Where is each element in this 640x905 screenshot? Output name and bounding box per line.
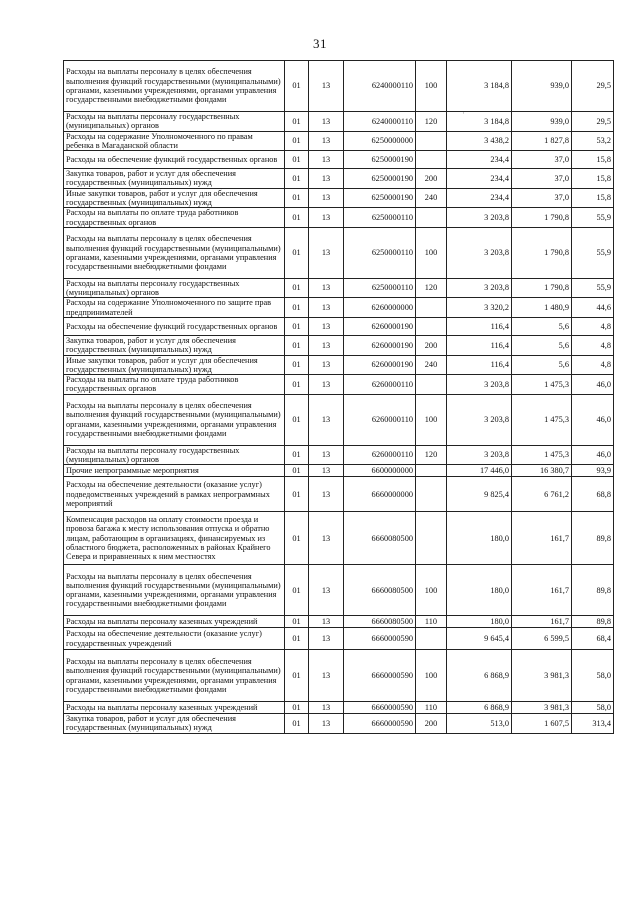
table-row [64,465,614,477]
row-name: Расходы на выплаты по оплате труда работников государственных органов [64,375,285,395]
row-name: Расходы на выплаты персоналу государственных (муниципальных) органов [64,278,285,298]
row-plan-amount: 3 438,2 [447,131,512,151]
table-row [64,317,614,335]
row-name: Расходы на выплаты персоналу в целях обеспечения выполнения функций государственными (муниципальными) органами, казенными учреждениями, органами управления государственными внебюджетными фондами [64,565,285,616]
row-plan-amount: 3 203,8 [447,394,512,445]
row-section: 01 [285,650,309,702]
row-expense-type: 200 [416,714,447,734]
row-target-code: 6260000110 [344,445,416,465]
table-row [64,445,614,465]
row-section: 01 [285,465,309,477]
table-row [64,616,614,628]
row-target-code: 6250000000 [344,131,416,151]
row-name: Расходы на обеспечение деятельности (оказание услуг) подведомственных учреждений в рамках непрограммных мероприятий [64,477,285,512]
row-section: 01 [285,227,309,278]
row-subsection: 13 [309,61,344,112]
row-percent: 55,9 [572,227,614,278]
row-fact-amount: 3 981,3 [512,702,572,714]
row-target-code: 6250000110 [344,278,416,298]
row-expense-type: 110 [416,616,447,628]
row-fact-amount: 37,0 [512,169,572,189]
row-plan-amount: 513,0 [447,714,512,734]
row-subsection: 13 [309,278,344,298]
row-subsection: 13 [309,375,344,395]
table-row [64,151,614,169]
row-plan-amount: 3 203,8 [447,445,512,465]
table-row [64,208,614,228]
row-subsection: 13 [309,298,344,318]
row-section: 01 [285,188,309,208]
row-percent: 68,8 [572,477,614,512]
row-percent: 29,5 [572,112,614,132]
row-target-code: 6660000590 [344,702,416,714]
row-name: Расходы на обеспечение функций государственных органов [64,317,285,335]
row-target-code: 6260000110 [344,394,416,445]
row-subsection: 13 [309,465,344,477]
row-plan-amount: 17 446,0 [447,465,512,477]
row-fact-amount: 1 607,5 [512,714,572,734]
row-plan-amount: 9 825,4 [447,477,512,512]
row-section: 01 [285,445,309,465]
row-fact-amount: 6 761,2 [512,477,572,512]
row-percent: 313,4 [572,714,614,734]
table-body [64,61,614,734]
row-percent: 15,8 [572,151,614,169]
row-section: 01 [285,512,309,565]
row-subsection: 13 [309,169,344,189]
row-fact-amount: 1 480,9 [512,298,572,318]
row-fact-amount: 1 790,8 [512,208,572,228]
row-fact-amount: 939,0 [512,61,572,112]
row-subsection: 13 [309,227,344,278]
row-expense-type [416,298,447,318]
row-percent: 46,0 [572,445,614,465]
row-name: Иные закупки товаров, работ и услуг для обеспечения государственных (муниципальных) нужд [64,355,285,375]
row-name: Закупка товаров, работ и услуг для обеспечения государственных (муниципальных) нужд [64,714,285,734]
row-fact-amount: 5,6 [512,355,572,375]
row-plan-amount: 6 868,9 [447,650,512,702]
row-subsection: 13 [309,628,344,650]
row-target-code: 6660000000 [344,477,416,512]
row-plan-amount: 116,4 [447,335,512,355]
row-percent: 55,9 [572,278,614,298]
row-expense-type: 200 [416,335,447,355]
row-plan-amount: 3 184,8 [447,112,512,132]
row-percent: 68,4 [572,628,614,650]
table-row [64,565,614,616]
row-subsection: 13 [309,565,344,616]
row-percent: 15,8 [572,188,614,208]
row-name: Расходы на содержание Уполномоченного по защите прав предпринимателей [64,298,285,318]
row-plan-amount: 116,4 [447,317,512,335]
row-expense-type [416,477,447,512]
row-section: 01 [285,278,309,298]
row-name: Иные закупки товаров, работ и услуг для обеспечения государственных (муниципальных) нужд [64,188,285,208]
row-fact-amount: 37,0 [512,188,572,208]
table-row [64,702,614,714]
table-row [64,477,614,512]
row-name: Расходы на обеспечение функций государственных органов [64,151,285,169]
row-target-code: 6240000110 [344,61,416,112]
row-percent: 89,8 [572,565,614,616]
row-section: 01 [285,208,309,228]
table-row [64,112,614,132]
row-expense-type: 120 [416,278,447,298]
row-fact-amount: 161,7 [512,565,572,616]
row-fact-amount: 37,0 [512,151,572,169]
row-percent: 4,8 [572,335,614,355]
table-row [64,61,614,112]
row-expense-type: 120 [416,112,447,132]
row-expense-type [416,628,447,650]
table-row [64,298,614,318]
row-expense-type: 100 [416,565,447,616]
row-name: Расходы на содержание Уполномоченного по правам ребенка в Магаданской области [64,131,285,151]
row-expense-type: 100 [416,227,447,278]
row-section: 01 [285,355,309,375]
row-target-code: 6250000190 [344,169,416,189]
row-target-code: 6250000190 [344,151,416,169]
table-row [64,375,614,395]
row-section: 01 [285,375,309,395]
row-percent: 53,2 [572,131,614,151]
row-target-code: 6260000110 [344,375,416,395]
row-section: 01 [285,714,309,734]
row-target-code: 6660000590 [344,714,416,734]
table-row [64,227,614,278]
row-target-code: 6250000190 [344,188,416,208]
table-row [64,188,614,208]
row-subsection: 13 [309,394,344,445]
row-expense-type: 240 [416,355,447,375]
row-percent: 89,8 [572,512,614,565]
row-plan-amount: 3 203,8 [447,227,512,278]
row-name: Расходы на выплаты персоналу в целях обеспечения выполнения функций государственными (муниципальными) органами, казенными учреждениями, органами управления государственными внебюджетными фондами [64,61,285,112]
row-subsection: 13 [309,188,344,208]
row-name: Расходы на выплаты персоналу в целях обеспечения выполнения функций государственными (муниципальными) органами, казенными учреждениями, органами управления государственными внебюджетными фондами [64,394,285,445]
row-section: 01 [285,702,309,714]
row-percent: 89,8 [572,616,614,628]
budget-table [63,60,614,734]
row-plan-amount: 3 203,8 [447,278,512,298]
row-plan-amount: 180,0 [447,565,512,616]
row-subsection: 13 [309,512,344,565]
row-section: 01 [285,335,309,355]
row-expense-type: 100 [416,394,447,445]
row-subsection: 13 [309,477,344,512]
row-target-code: 6260000190 [344,317,416,335]
row-target-code: 6260000190 [344,355,416,375]
row-plan-amount: 180,0 [447,616,512,628]
row-plan-amount: 116,4 [447,355,512,375]
row-plan-amount: 3 203,8 [447,208,512,228]
row-expense-type: 100 [416,61,447,112]
row-fact-amount: 1 790,8 [512,278,572,298]
row-fact-amount: 3 981,3 [512,650,572,702]
row-name: Расходы на выплаты персоналу казенных учреждений [64,616,285,628]
row-percent: 4,8 [572,317,614,335]
row-section: 01 [285,317,309,335]
row-plan-amount: 234,4 [447,188,512,208]
row-fact-amount: 1 475,3 [512,394,572,445]
row-plan-amount: 234,4 [447,151,512,169]
table-row [64,512,614,565]
row-target-code: 6260000190 [344,335,416,355]
row-name: Расходы на выплаты по оплате труда работников государственных органов [64,208,285,228]
row-section: 01 [285,394,309,445]
row-target-code: 6660080500 [344,565,416,616]
row-percent: 29,5 [572,61,614,112]
row-expense-type: 100 [416,650,447,702]
row-percent: 46,0 [572,375,614,395]
row-name: Расходы на выплаты персоналу государственных (муниципальных) органов [64,112,285,132]
scan-mark: · [462,108,465,118]
row-target-code: 6660080500 [344,512,416,565]
table-row [64,355,614,375]
row-expense-type [416,512,447,565]
row-plan-amount: 3 203,8 [447,375,512,395]
row-fact-amount: 1 475,3 [512,445,572,465]
row-section: 01 [285,151,309,169]
row-target-code: 6660000590 [344,650,416,702]
row-name: Закупка товаров, работ и услуг для обеспечения государственных (муниципальных) нужд [64,335,285,355]
row-subsection: 13 [309,131,344,151]
row-percent: 4,8 [572,355,614,375]
row-fact-amount: 6 599,5 [512,628,572,650]
row-plan-amount: 6 868,9 [447,702,512,714]
row-subsection: 13 [309,112,344,132]
row-name: Расходы на выплаты персоналу в целях обеспечения выполнения функций государственными (муниципальными) органами, казенными учреждениями, органами управления государственными внебюджетными фондами [64,650,285,702]
row-section: 01 [285,61,309,112]
row-fact-amount: 5,6 [512,317,572,335]
row-plan-amount: 180,0 [447,512,512,565]
row-expense-type: 240 [416,188,447,208]
row-target-code: 6660080500 [344,616,416,628]
row-percent: 44,6 [572,298,614,318]
table-row [64,628,614,650]
row-subsection: 13 [309,317,344,335]
row-subsection: 13 [309,445,344,465]
row-plan-amount: 9 645,4 [447,628,512,650]
row-percent: 46,0 [572,394,614,445]
row-fact-amount: 161,7 [512,512,572,565]
row-target-code: 6600000000 [344,465,416,477]
row-name: Закупка товаров, работ и услуг для обеспечения государственных (муниципальных) нужд [64,169,285,189]
row-name: Расходы на обеспечение деятельности (оказание услуг) государственных учреждений [64,628,285,650]
row-target-code: 6250000110 [344,208,416,228]
row-target-code: 6250000110 [344,227,416,278]
row-expense-type [416,375,447,395]
row-target-code: 6660000590 [344,628,416,650]
row-subsection: 13 [309,208,344,228]
row-expense-type [416,465,447,477]
row-subsection: 13 [309,702,344,714]
row-expense-type: 200 [416,169,447,189]
table-row [64,131,614,151]
row-name: Расходы на выплаты персоналу казенных учреждений [64,702,285,714]
row-subsection: 13 [309,616,344,628]
row-expense-type [416,317,447,335]
row-fact-amount: 1 790,8 [512,227,572,278]
row-percent: 58,0 [572,702,614,714]
row-section: 01 [285,628,309,650]
row-percent: 55,9 [572,208,614,228]
table-row [64,650,614,702]
row-fact-amount: 16 380,7 [512,465,572,477]
table-row [64,278,614,298]
row-plan-amount: 3 184,8 [447,61,512,112]
row-section: 01 [285,112,309,132]
row-percent: 93,9 [572,465,614,477]
row-name: Компенсация расходов на оплату стоимости проезда и провоза багажа к месту использования отпуска и обратно лицам, работающим в организациях, финансируемых из областного бюджета, расположенных в районах Крайнего Севера и приравненных к ним местностях [64,512,285,565]
row-plan-amount: 234,4 [447,169,512,189]
row-section: 01 [285,616,309,628]
row-fact-amount: 939,0 [512,112,572,132]
row-subsection: 13 [309,650,344,702]
row-subsection: 13 [309,355,344,375]
row-name: Расходы на выплаты персоналу в целях обеспечения выполнения функций государственными (муниципальными) органами, казенными учреждениями, органами управления государственными внебюджетными фондами [64,227,285,278]
row-subsection: 13 [309,335,344,355]
row-expense-type: 120 [416,445,447,465]
table-row [64,714,614,734]
row-expense-type [416,151,447,169]
row-target-code: 6240000110 [344,112,416,132]
row-section: 01 [285,131,309,151]
row-target-code: 6260000000 [344,298,416,318]
table-row [64,394,614,445]
row-expense-type [416,131,447,151]
row-fact-amount: 161,7 [512,616,572,628]
row-percent: 58,0 [572,650,614,702]
row-expense-type [416,208,447,228]
row-expense-type: 110 [416,702,447,714]
row-subsection: 13 [309,714,344,734]
row-name: Расходы на выплаты персоналу государственных (муниципальных) органов [64,445,285,465]
row-subsection: 13 [309,151,344,169]
table-row [64,169,614,189]
row-name: Прочие непрограммные мероприятия [64,465,285,477]
row-section: 01 [285,169,309,189]
row-plan-amount: 3 320,2 [447,298,512,318]
table-row [64,335,614,355]
page-number: 31 [313,36,327,51]
row-fact-amount: 1 827,8 [512,131,572,151]
row-section: 01 [285,298,309,318]
row-fact-amount: 1 475,3 [512,375,572,395]
row-fact-amount: 5,6 [512,335,572,355]
row-section: 01 [285,565,309,616]
row-percent: 15,8 [572,169,614,189]
row-section: 01 [285,477,309,512]
